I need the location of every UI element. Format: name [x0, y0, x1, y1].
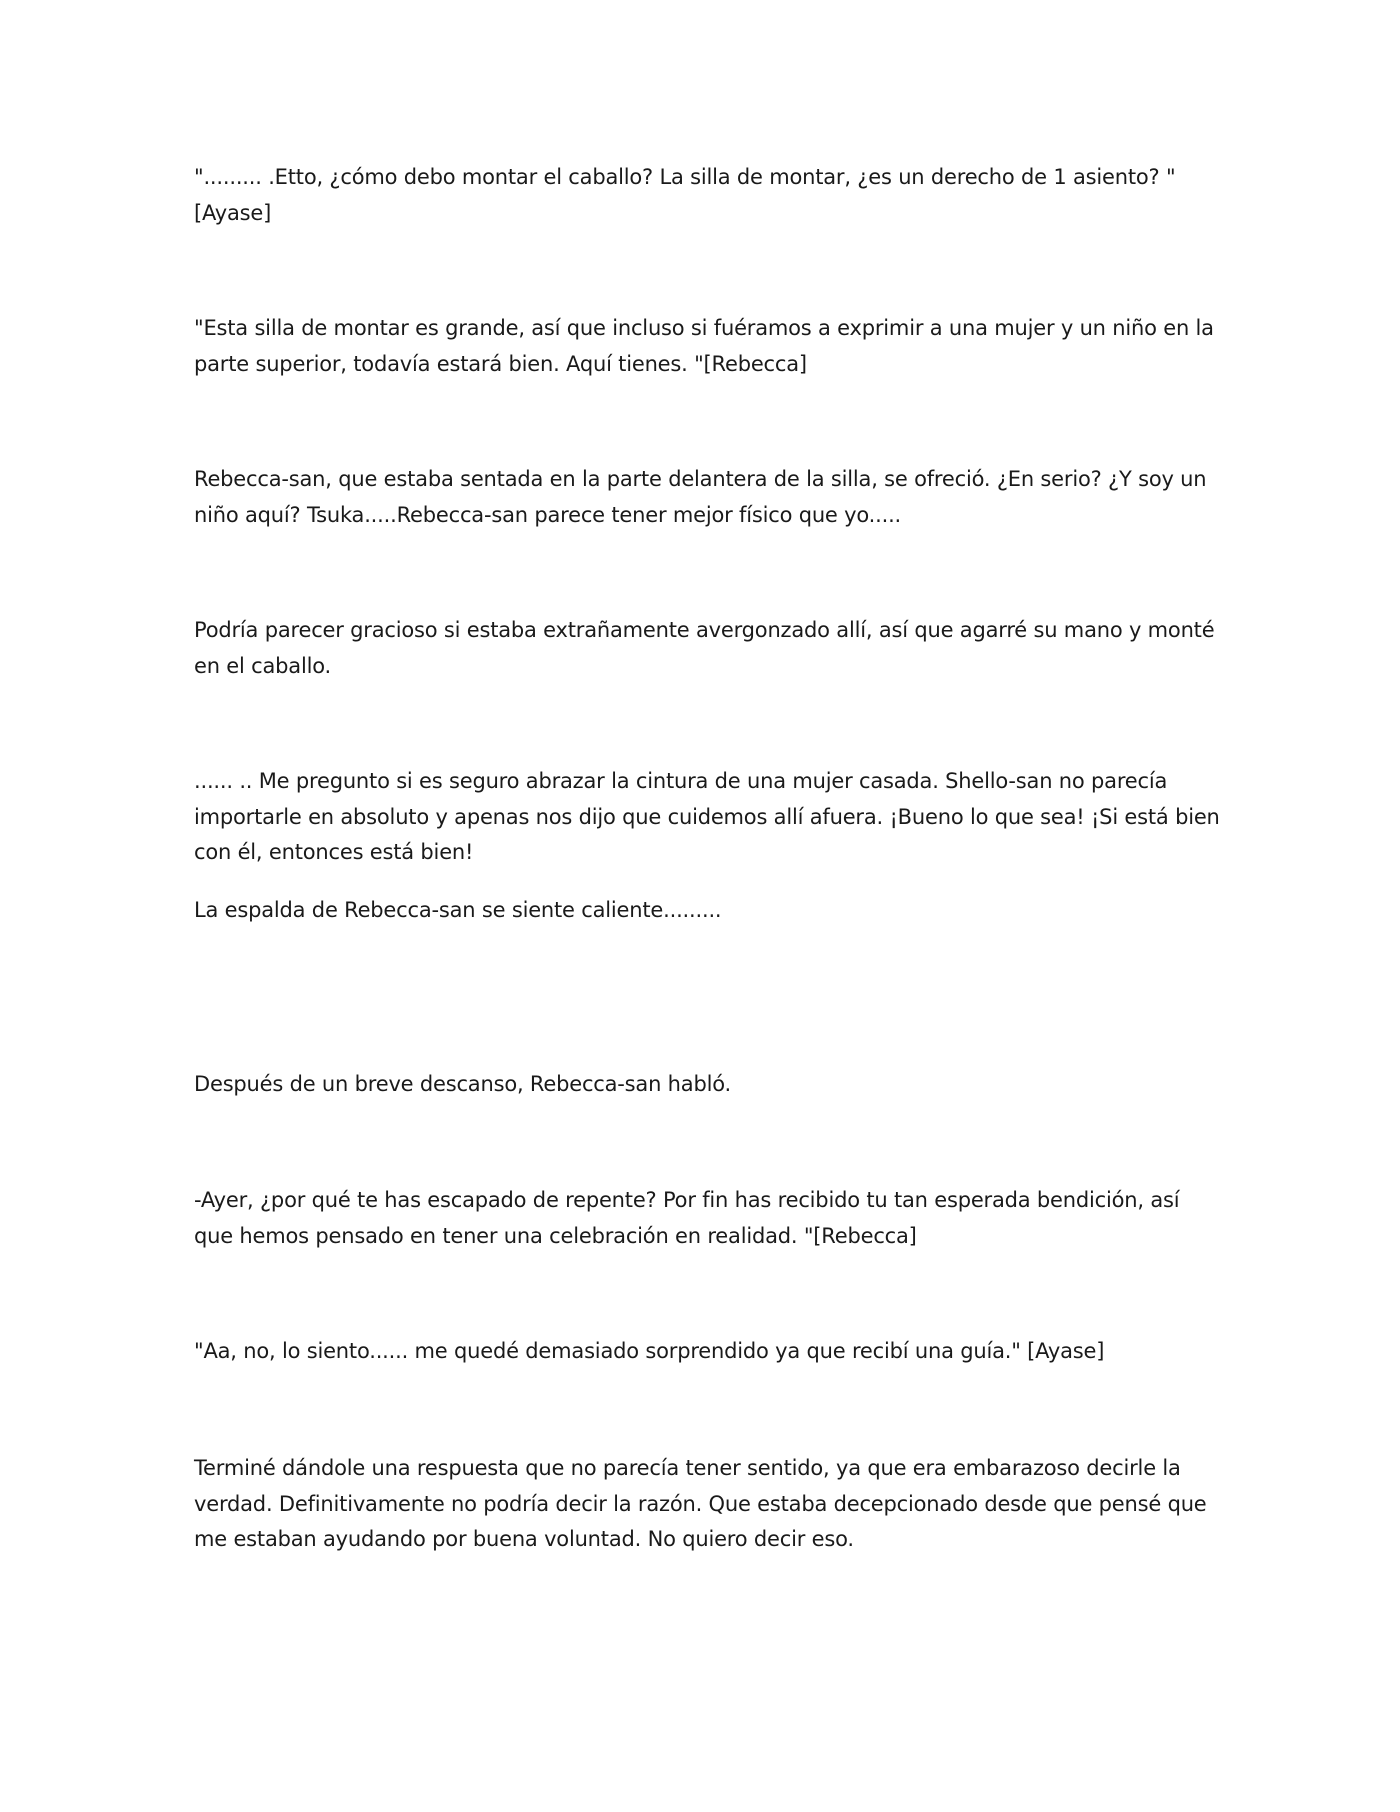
- paragraph-1: "......... .Etto, ¿cómo debo montar el caballo? La silla de montar, ¿es un derecho de 1 asiento? "[Ayase]: [194, 165, 1176, 225]
- paragraph-9: "Aa, no, lo siento...... me quedé demasiado sorprendido ya que recibí una guía." [Ayase]: [194, 1339, 1105, 1363]
- paragraph-2: "Esta silla de montar es grande, así que incluso si fuéramos a exprimir a una mujer y un niño en la parte superior, todavía estará bien. Aquí tienes. "[Rebecca]: [194, 316, 1214, 376]
- paragraph-6: La espalda de Rebecca-san se siente caliente.........: [194, 898, 722, 922]
- paragraph-8: -Ayer, ¿por qué te has escapado de repente? Por fin has recibido tu tan esperada bendición, así que hemos pensado en tener una celebración en realidad. "[Rebecca]: [194, 1188, 1180, 1248]
- paragraph-10: Terminé dándole una respuesta que no parecía tener sentido, ya que era embarazoso decirle la verdad. Definitivamente no podría decir la razón. Que estaba decepcionado desde que pensé que me estaban ayudando por buena voluntad. No quiero decir eso.: [194, 1456, 1207, 1551]
- paragraph-4: Podría parecer gracioso si estaba extrañamente avergonzado allí, así que agarré su mano y monté en el caballo.: [194, 618, 1215, 678]
- paragraph-7: Después de un breve descanso, Rebecca-san habló.: [194, 1072, 731, 1096]
- paragraph-5: ...... .. Me pregunto si es seguro abrazar la cintura de una mujer casada. Shello-san no parecía importarle en absoluto y apenas nos dijo que cuidemos allí afuera. ¡Bueno lo que sea! ¡Si está bien con él, entonces está bien!: [194, 769, 1220, 864]
- paragraph-3: Rebecca-san, que estaba sentada en la parte delantera de la silla, se ofreció. ¿En serio? ¿Y soy un niño aquí? Tsuka.....Rebecca-san parece tener mejor físico que yo.....: [194, 467, 1207, 527]
